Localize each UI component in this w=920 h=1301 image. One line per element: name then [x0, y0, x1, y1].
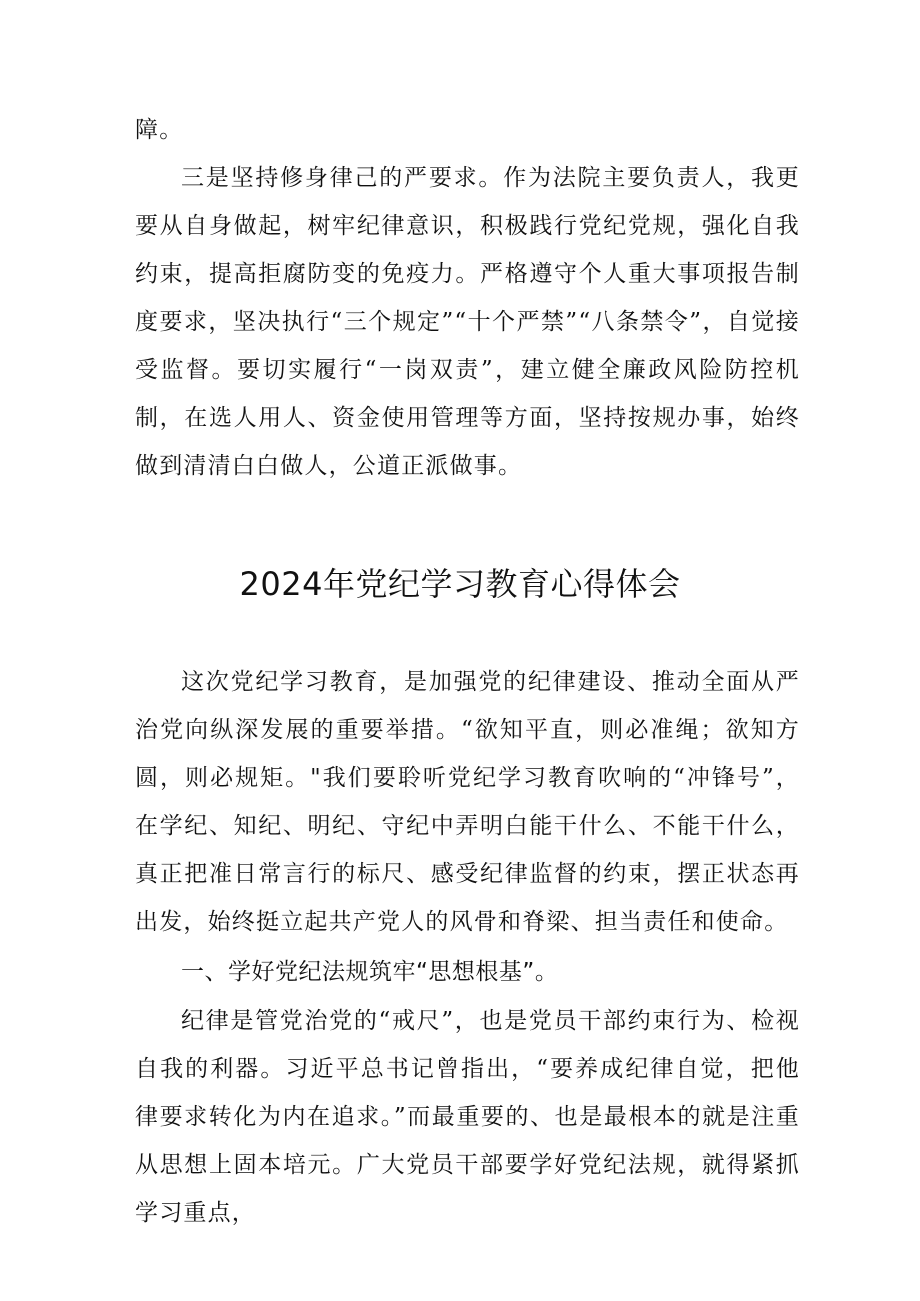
paragraph-three: 三是坚持修身律己的严要求。作为法院主要负责人，我更要从自身做起，树牢纪律意识，积极践行党纪党规，强化自我约束，提高拒腐防变的免疫力。严格遵守个人重大事项报告制度要求，坚决执行“三个规定”“十个严禁”“八条禁令”，自觉接受监督。要切实履行“一岗双责”，建立健全廉政风险防控机制，在选人用人、资金使用管理等方面，坚持按规办事，始终做到清清白白做人，公道正派做事。	[135, 165, 800, 479]
section-one-body: 纪律是管党治党的“戒尺”，也是党员干部约束行为、检视自我的利器。习近平总书记曾指出，“要养成纪律自觉，把他律要求转化为内在追求。”而最重要的、也是最根本的就是注重从思想上固本培元。广大党员干部要学好党纪法规，就得紧抓学习重点，	[135, 1008, 800, 1226]
section-one-heading: 一、学好党纪法规筑牢“思想根基”。	[181, 959, 559, 985]
document-title: 2024年党纪学习教育心得体会	[239, 565, 681, 603]
continued-paragraph-fragment: 障。	[135, 117, 184, 143]
intro-paragraph: 这次党纪学习教育，是加强党的纪律建设、推动全面从严治党向纵深发展的重要举措。“欲知平直，则必准绳；欲知方圆，则必规矩。"我们要聆听党纪学习教育吹响的“冲锋号”，在学纪、知纪、明纪、守纪中弄明白能干什么、不能干什么，真正把准日常言行的标尺、感受纪律监督的约束，摆正状态再出发，始终挺立起共产党人的风骨和脊梁、担当责任和使命。	[135, 669, 800, 935]
